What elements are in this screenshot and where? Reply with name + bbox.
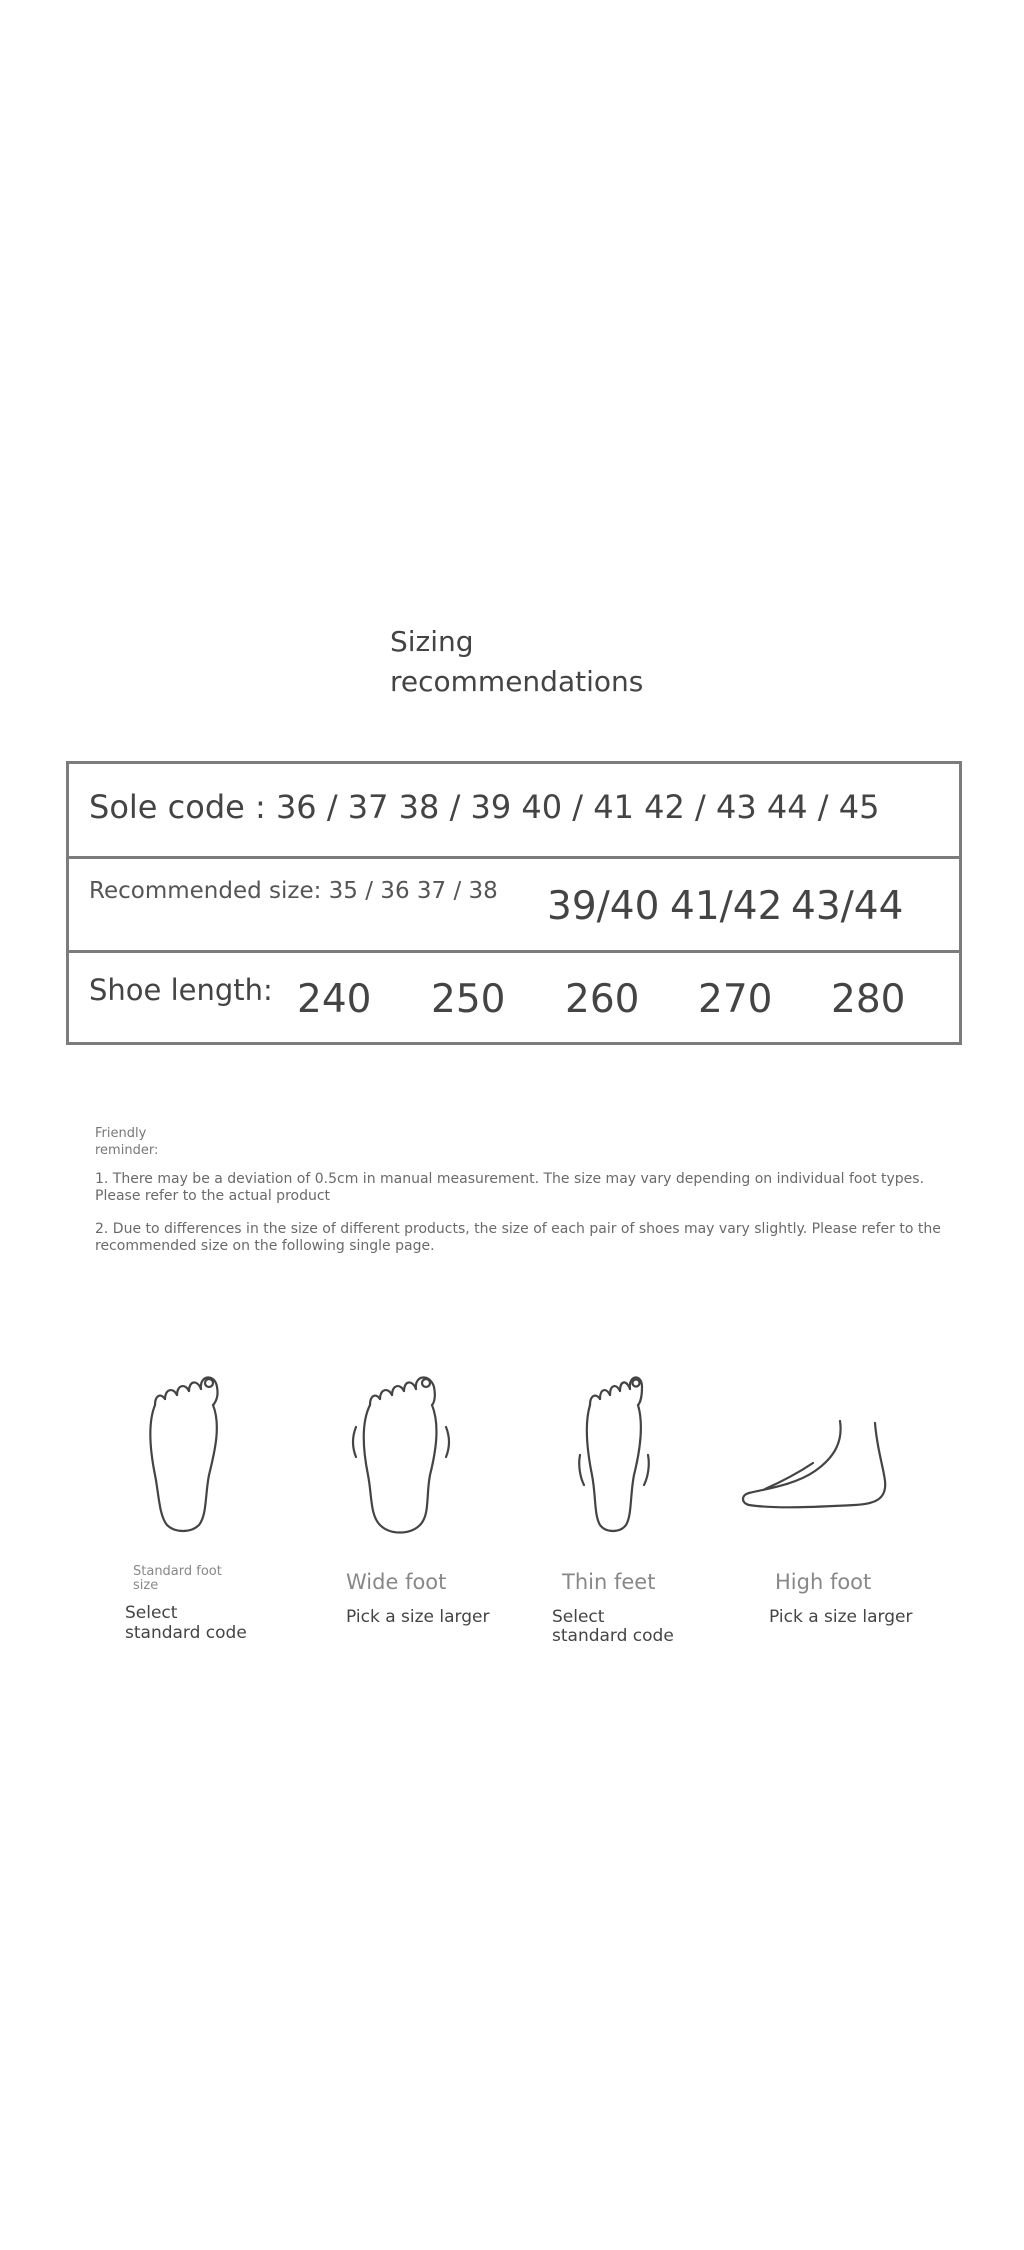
foot-type-tip: Select standard code (125, 1603, 247, 1643)
reminder-title: Friendly reminder: (95, 1126, 159, 1158)
title-line-2: recommendations (390, 665, 644, 698)
foot-type-thin (530, 1365, 710, 1646)
foot-type-high (735, 1365, 915, 1627)
page-title (390, 622, 643, 702)
shoe-length-value: 260 (565, 977, 640, 1022)
size-chart-table (66, 761, 962, 1045)
title-line-1: Sizing (390, 625, 474, 658)
foot-type-name: Thin feet (562, 1570, 656, 1594)
recommended-size-label: Recommended size: 35 / 36 37 / 38 (89, 878, 498, 904)
foot-type-name: Standard foot size (133, 1564, 222, 1593)
recommended-size-value: 43/44 (791, 884, 904, 929)
foot-type-name: Wide foot (346, 1570, 447, 1594)
thin-foot-icon (530, 1365, 710, 1545)
foot-type-standard (95, 1365, 275, 1643)
standard-foot-icon (95, 1365, 275, 1545)
recommended-size-value: 41/42 (670, 884, 783, 929)
foot-type-tip: Pick a size larger (769, 1607, 913, 1627)
wide-foot-icon (310, 1365, 490, 1545)
shoe-length-value: 250 (431, 977, 506, 1022)
sole-code-row (69, 764, 959, 859)
friendly-reminder (95, 1125, 955, 1271)
foot-type-wide (310, 1365, 490, 1627)
shoe-length-value: 270 (698, 977, 773, 1022)
reminder-item: 1. There may be a deviation of 0.5cm in manual measurement. The size may vary depending on individual foot types. Please refer to the actual product (95, 1171, 925, 1204)
recommended-size-row (69, 859, 959, 953)
shoe-length-label: Shoe length: (89, 973, 273, 1007)
recommended-size-value: 39/40 (547, 884, 660, 929)
foot-type-name: High foot (775, 1570, 872, 1594)
foot-type-tip: Select standard code (552, 1607, 674, 1646)
shoe-length-value: 240 (297, 977, 372, 1022)
shoe-length-value: 280 (831, 977, 906, 1022)
high-arch-foot-icon (735, 1365, 915, 1545)
shoe-length-row (69, 953, 959, 1042)
foot-type-tip: Pick a size larger (346, 1607, 490, 1627)
reminder-item: 2. Due to differences in the size of different products, the size of each pair of shoes may vary slightly. Please refer to the recommended size on the following single page. (95, 1221, 941, 1254)
sole-code-text: Sole code : 36 / 37 38 / 39 40 / 41 42 / 43 44 / 45 (89, 788, 880, 826)
